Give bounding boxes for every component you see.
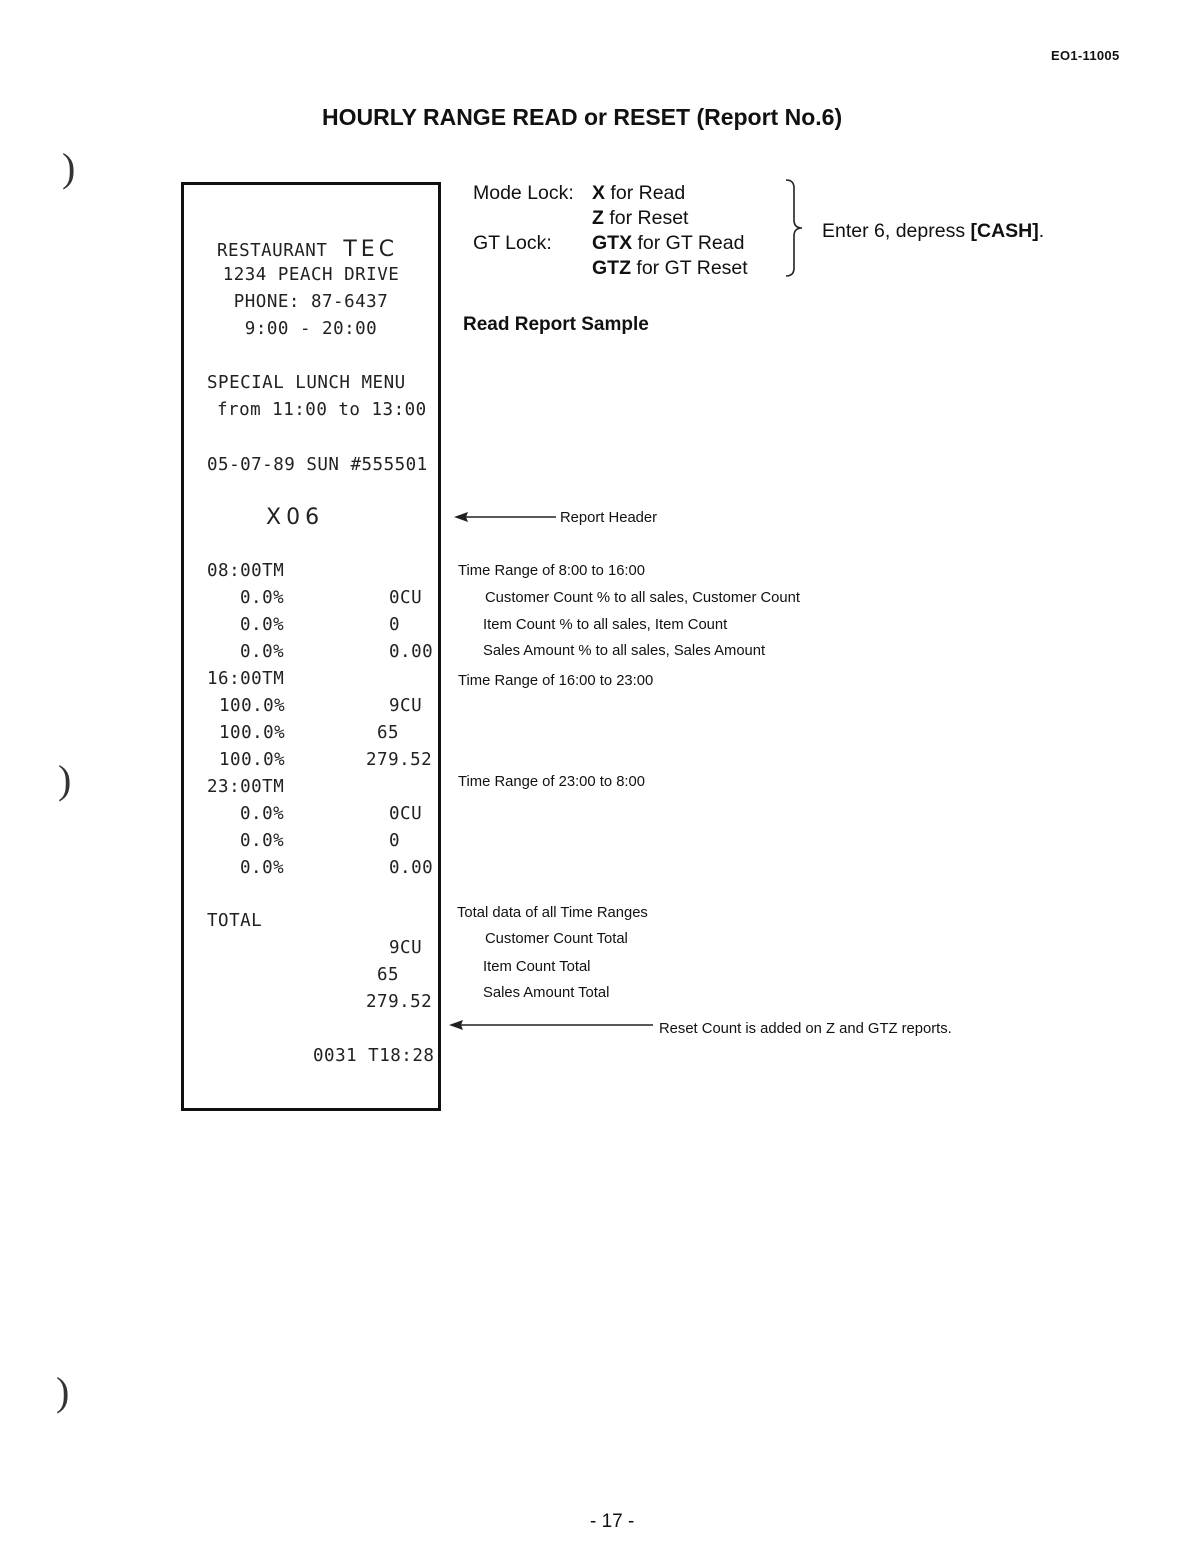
range-value: 0CU — [389, 804, 423, 824]
gtx-key-text: for GT Read — [632, 232, 745, 254]
x-key-text: for Read — [605, 182, 686, 204]
instruction-text — [822, 220, 1044, 243]
range-value: 279.52 — [366, 750, 433, 770]
receipt-report-code: X06 — [266, 505, 325, 530]
mode-lock-z — [592, 207, 688, 230]
gtz-key-text: for GT Reset — [631, 257, 748, 279]
annotation-reset-count: Reset Count is added on Z and GTZ reports. — [659, 1021, 952, 1037]
instruction-tail: . — [1038, 220, 1045, 242]
margin-mark-middle: ) — [58, 757, 72, 802]
margin-mark-top: ) — [62, 145, 76, 190]
range-value: 0CU — [389, 588, 423, 608]
page-number: - 17 - — [590, 1511, 635, 1532]
range-value: 0 — [389, 831, 401, 851]
range-percent: 0.0% — [240, 588, 285, 608]
annotation-total-data: Total data of all Time Ranges — [457, 905, 648, 921]
annotation-item-total: Item Count Total — [483, 959, 591, 975]
range-percent: 0.0% — [240, 804, 285, 824]
range-value: 0 — [389, 615, 401, 635]
annotation-customer-total: Customer Count Total — [485, 931, 628, 947]
receipt-store-name: RESTAURANT — [217, 241, 328, 261]
mode-lock-x — [592, 182, 685, 205]
receipt-sample — [181, 182, 441, 1111]
right-brace-icon — [784, 178, 808, 278]
gt-lock-label: GT Lock: — [473, 232, 552, 254]
mode-lock-label: Mode Lock: — [473, 182, 574, 204]
receipt-total-label: TOTAL — [207, 911, 263, 931]
document-number: EO1-11005 — [1051, 48, 1120, 63]
reset-count-arrow-icon — [447, 1018, 655, 1032]
range-percent: 100.0% — [219, 723, 286, 743]
range-label: 08:00TM — [207, 561, 285, 581]
tec-logo: TEC — [343, 237, 399, 262]
receipt-phone: PHONE: 87-6437 — [233, 292, 389, 312]
annotation-report-header: Report Header — [560, 510, 658, 526]
margin-mark-bottom: ) — [56, 1369, 70, 1414]
gtz-key: GTZ — [592, 257, 631, 279]
annotation-sales-total: Sales Amount Total — [483, 985, 610, 1001]
report-header-arrow-icon — [452, 510, 558, 524]
range-label: 23:00TM — [207, 777, 285, 797]
annotation-sales-amount: Sales Amount % to all sales, Sales Amount — [483, 643, 766, 659]
range-value: 0.00 — [389, 858, 434, 878]
page-title: HOURLY RANGE READ or RESET (Report No.6) — [322, 104, 843, 130]
range-percent: 100.0% — [219, 750, 286, 770]
x-key: X — [592, 182, 606, 204]
total-item-count: 65 — [377, 965, 400, 985]
range-value: 0.00 — [389, 642, 434, 662]
z-key: Z — [592, 207, 604, 229]
annotation-item-count: Item Count % to all sales, Item Count — [483, 617, 728, 633]
range-percent: 0.0% — [240, 642, 285, 662]
instruction-lead: Enter 6, depress — [822, 220, 971, 242]
annotation-range3: Time Range of 23:00 to 8:00 — [458, 774, 645, 790]
receipt-address: 1234 PEACH DRIVE — [222, 265, 400, 285]
annotation-range1: Time Range of 8:00 to 16:00 — [458, 563, 645, 579]
z-key-text: for Reset — [603, 207, 689, 229]
range-percent: 0.0% — [240, 858, 285, 878]
read-report-sample-heading: Read Report Sample — [463, 314, 649, 335]
range-percent: 0.0% — [240, 615, 285, 635]
annotation-customer-count: Customer Count % to all sales, Customer Count — [485, 590, 800, 606]
range-percent: 0.0% — [240, 831, 285, 851]
receipt-hours: 9:00 - 20:00 — [244, 319, 378, 339]
receipt-footer: 0031 T18:28 — [313, 1046, 435, 1066]
gt-lock-gtz — [592, 257, 748, 280]
range-percent: 100.0% — [219, 696, 286, 716]
gt-lock-gtx — [592, 232, 744, 255]
total-customer-count: 9CU — [389, 938, 423, 958]
annotation-range2: Time Range of 16:00 to 23:00 — [458, 673, 654, 689]
range-label: 16:00TM — [207, 669, 285, 689]
receipt-special-time: from 11:00 to 13:00 — [217, 400, 427, 420]
receipt-date-line: 05-07-89 SUN #555501 — [207, 455, 428, 475]
receipt-store-line — [217, 237, 398, 262]
receipt-special-menu: SPECIAL LUNCH MENU — [207, 373, 406, 393]
range-value: 65 — [377, 723, 400, 743]
cash-key: [CASH] — [970, 220, 1039, 242]
range-value: 9CU — [389, 696, 423, 716]
gtx-key: GTX — [592, 232, 633, 254]
total-sales-amount: 279.52 — [366, 992, 433, 1012]
